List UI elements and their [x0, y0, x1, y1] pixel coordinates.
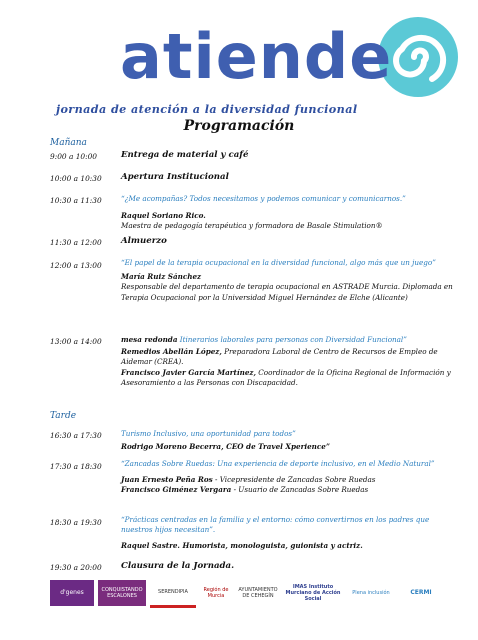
talk-title: “El papel de la terapia ocupacional en la diversidad funcional, algo más que un juego” — [121, 258, 436, 267]
speaker-name: Francisco Giménez Vergara — [121, 485, 232, 495]
speaker-name: Raquel Sastre. — [121, 541, 180, 551]
speaker-name: Juan Ernesto Peña Ros — [121, 475, 213, 485]
speaker-name: María Ruiz Sánchez — [121, 272, 202, 282]
region-murcia-logo: Región de Murcia — [203, 587, 229, 599]
brand-title: atiende — [120, 20, 393, 93]
speaker-name: Raquel Soriano Rico. — [121, 211, 206, 221]
cermi-logo: CERMI — [410, 589, 432, 596]
schedule-title: Almuerzo — [121, 236, 167, 246]
schedule-time: 11:30 a 12:00 — [50, 238, 102, 247]
schedule-title: Clausura de la Jornada. — [121, 561, 235, 571]
talk-title: “Prácticas centradas en la familia y el entorno: cómo convertirnos en los padres que nuestros hijos necesitan”. — [121, 515, 430, 535]
event-subtitle: jornada de atención a la diversidad funcional — [56, 102, 358, 116]
speaker-detail: Maestra de pedagogía terapéutica y formadora de Basale Stimulation® — [121, 221, 383, 231]
schedule-entry — [121, 335, 461, 388]
schedule-title: Entrega de material y café — [121, 150, 249, 160]
speaker-detail: - Usuario de Zancadas Sobre Ruedas — [231, 485, 369, 495]
speaker-name: Remedios Abellán López, — [121, 347, 222, 357]
dgenes-logo: d'genes — [50, 580, 94, 606]
speaker-name: Rodrigo Moreno Becerra, CEO de Travel Xperience” — [121, 442, 330, 452]
section-afternoon-label: Tarde — [50, 411, 77, 421]
schedule-time: 18:30 a 19:30 — [50, 518, 102, 527]
imas-logo: IMAS Instituto Murciano de Acción Social — [285, 584, 341, 602]
section-morning-label: Mañana — [50, 138, 87, 148]
schedule-entry — [121, 515, 461, 552]
schedule-entry — [121, 429, 461, 452]
schedule-entry — [121, 194, 461, 232]
schedule-time: 17:30 a 18:30 — [50, 462, 102, 471]
schedule-time: 9:00 a 10:00 — [50, 152, 97, 161]
speaker-detail: Preparadora Laboral de Centro de Recursos de Empleo de Aidemar (CREA). — [121, 347, 438, 367]
ayuntamiento-logo: AYUNTAMIENTO DE CEHEGÍN — [238, 587, 278, 599]
schedule-time: 13:00 a 14:00 — [50, 337, 102, 346]
conquistando-escalones-logo: CONQUISTANDO ESCALONES — [98, 580, 146, 606]
schedule-title: Apertura Institucional — [121, 172, 229, 182]
speaker-name: Francisco Javier García Martínez, — [121, 367, 256, 377]
speaker-detail: Responsable del departamento de terapia ocupacional en ASTRADE Murcia. Diplomada en Terapia Ocupacional por la Universidad Miguel Hernández de Elche (Alicante) — [121, 282, 453, 302]
schedule-entry — [121, 258, 461, 303]
speaker-detail: Coordinador de la Oficina Regional de Información y Asesoramiento a las Personas con Discapacidad. — [121, 367, 451, 387]
round-table-label: mesa redonda — [121, 335, 178, 344]
program-title: Programación — [183, 118, 295, 134]
speaker-detail: Humorista, monologuista, guionista y actriz. — [179, 541, 363, 551]
talk-title: “Zancadas Sobre Ruedas: Una experiencia de deporte inclusivo, en el Medio Natural” — [121, 459, 435, 468]
plena-inclusion-logo: Plena inclusión — [352, 590, 390, 596]
talk-title: Itinerarios laborales para personas con Diversidad Funcional” — [179, 335, 407, 344]
serendipia-logo: SERENDIPIA — [150, 579, 196, 608]
schedule-time: 12:00 a 13:00 — [50, 261, 102, 270]
schedule-time: 16:30 a 17:30 — [50, 431, 102, 440]
schedule-entry — [121, 459, 461, 496]
sponsor-logos — [50, 578, 445, 608]
schedule-time: 10:00 a 10:30 — [50, 174, 102, 183]
talk-title: “¿Me acompañas? Todos necesitamos y podemos comunicar y comunicarnos.” — [121, 194, 406, 203]
schedule-time: 10:30 a 11:30 — [50, 196, 102, 205]
schedule-time: 19:30 a 20:00 — [50, 563, 102, 572]
talk-title: Turismo Inclusivo, una oportunidad para todos” — [121, 429, 296, 438]
speaker-detail: - Vicepresidente de Zancadas Sobre Ruedas — [212, 475, 376, 485]
